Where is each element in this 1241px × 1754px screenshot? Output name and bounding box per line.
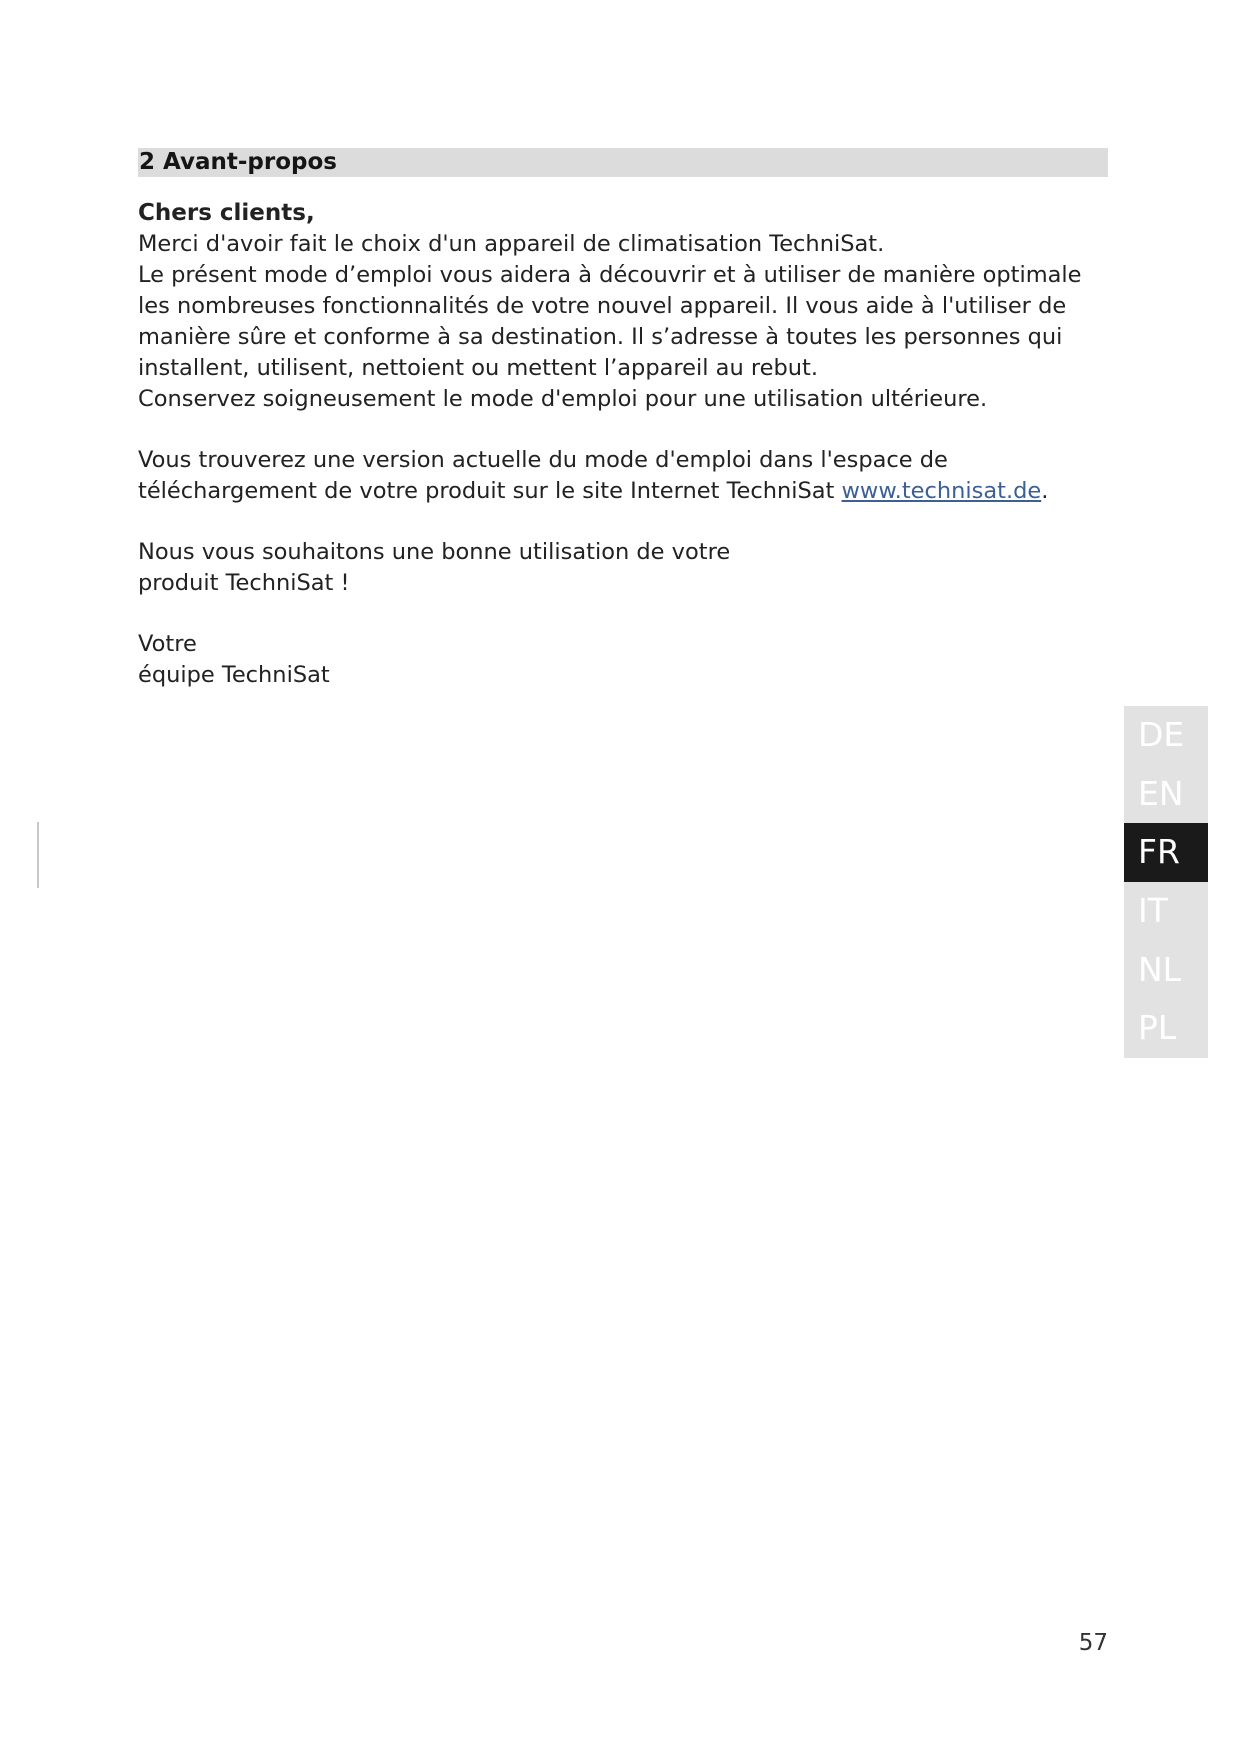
paragraph-line: Nous vous souhaitons une bonne utilisation de votre [138, 539, 731, 565]
paragraph-line: Conservez soigneusement le mode d'emploi pour une utilisation ultérieure. [138, 386, 988, 412]
greeting: Chers clients, [138, 200, 315, 226]
section-heading-text: 2 Avant-propos [139, 149, 337, 175]
paragraph-line: les nombreuses fonctionnalités de votre nouvel appareil. Il vous aide à l'utiliser de [138, 293, 1067, 319]
paragraph-line: Merci d'avoir fait le choix d'un appareil de climatisation TechniSat. [138, 231, 885, 257]
paragraph-line: manière sûre et conforme à sa destination. Il s’adresse à toutes les personnes qui [138, 324, 1063, 350]
margin-mark [37, 822, 39, 888]
paragraph-text: téléchargement de votre produit sur le site Internet TechniSat [138, 478, 842, 504]
wishes-paragraph [138, 537, 1108, 599]
language-tab-it[interactable]: IT [1138, 891, 1168, 931]
paragraph-line: produit TechniSat ! [138, 570, 350, 596]
spacer [138, 415, 1108, 445]
language-tab-de[interactable]: DE [1138, 715, 1185, 754]
paragraph-line [138, 476, 1108, 507]
intro-paragraph [138, 229, 1108, 415]
download-paragraph [138, 445, 1108, 507]
page-number: 57 [1078, 1630, 1108, 1656]
paragraph-line: installent, utilisent, nettoient ou mettent l’appareil au rebut. [138, 355, 818, 381]
spacer [138, 599, 1108, 629]
paragraph-text: . [1041, 478, 1049, 504]
paragraph-line: Le présent mode d’emploi vous aidera à découvrir et à utiliser de manière optimale [138, 262, 1082, 288]
signature-line: équipe TechniSat [138, 662, 330, 688]
spacer [138, 507, 1108, 537]
technisat-website-link[interactable]: www.technisat.de [841, 478, 1042, 504]
foreword-body [138, 198, 1108, 691]
signature [138, 629, 1108, 691]
paragraph-line: Vous trouverez une version actuelle du mode d'emploi dans l'espace de [138, 447, 948, 473]
language-tab-fr[interactable]: FR [1124, 823, 1208, 882]
language-tab-nl[interactable]: NL [1138, 949, 1182, 989]
language-tab-pl[interactable]: PL [1138, 1008, 1177, 1048]
section-heading [138, 148, 1108, 177]
language-tab-en[interactable]: EN [1138, 773, 1184, 813]
language-tabs [1124, 706, 1208, 1058]
signature-line: Votre [138, 631, 197, 657]
